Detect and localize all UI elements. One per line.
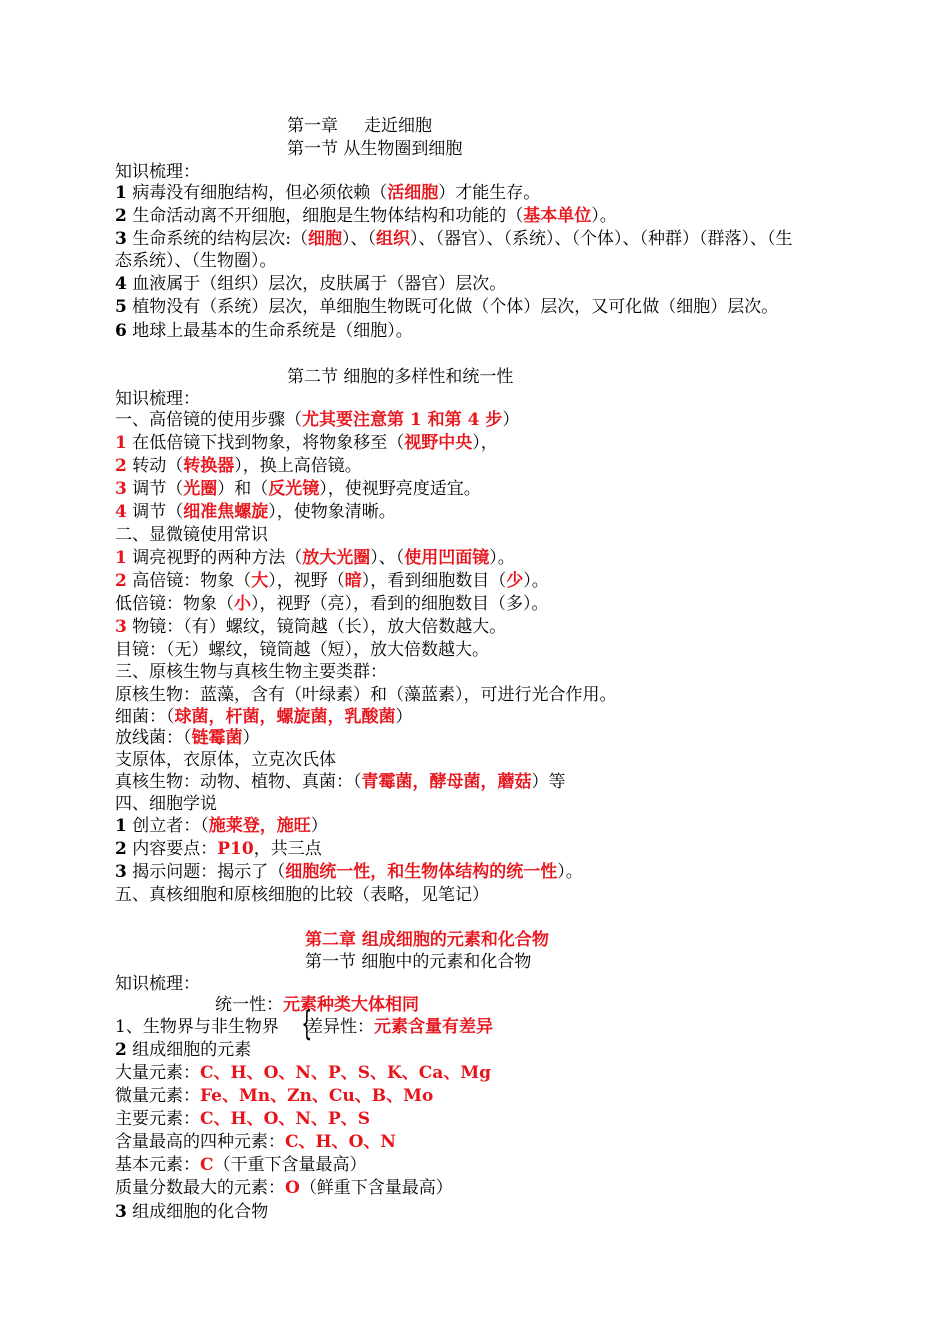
ch1-line-6: 6 地球上最基本的生命系统是（细胞）。 <box>115 321 413 341</box>
heading-4: 四、细胞学说 <box>115 794 217 814</box>
ch1-line-2: 2 生命活动离不开细胞，细胞是生物体结构和功能的（基本单位）。 <box>115 206 617 226</box>
compounds-heading: 3 组成细胞的化合物 <box>115 1202 269 1222</box>
euk-1: 真核生物：动物、植物、真菌：（青霉菌，酵母菌，蘑菇）等 <box>115 772 566 792</box>
micro-4: 3 物镜：（有）螺纹，镜筒越（长），放大倍数越大。 <box>115 617 507 637</box>
main-elements: 主要元素：C、H、O、N、P、S <box>115 1109 370 1129</box>
prok-3: 放线菌：（链霉菌） <box>115 728 260 748</box>
ch1-line-3b: 态系统）、（生物圈）。 <box>115 251 277 271</box>
step-3: 3 调节（光圈）和（反光镜），使视野亮度适宜。 <box>115 479 481 499</box>
heading-2: 二、显微镜使用常识 <box>115 525 268 545</box>
brace-icon: { <box>301 1004 313 1044</box>
ch1-line-1: 1 病毒没有细胞结构，但必须依赖（活细胞）才能生存。 <box>115 183 541 203</box>
knowledge-label: 知识梳理： <box>115 974 200 994</box>
ch1-line-4: 4 血液属于（组织）层次，皮肤属于（器官）层次。 <box>115 274 507 294</box>
step-4: 4 调节（细准焦螺旋），使物象清晰。 <box>115 502 396 522</box>
theory-2: 2 内容要点：P10，共三点 <box>115 839 322 859</box>
top-four-elements: 含量最高的四种元素：C、H、O、N <box>115 1132 396 1152</box>
macro-elements: 大量元素：C、H、O、N、P、S、K、Ca、Mg <box>115 1063 492 1083</box>
section1-title: 第一节 从生物圈到细胞 <box>287 139 463 159</box>
step-2: 2 转动（转换器），换上高倍镜。 <box>115 456 362 476</box>
heading-1: 一、高倍镜的使用步骤（尤其要注意第 1 和第 4 步） <box>115 410 520 430</box>
micro-1: 1 调亮视野的两种方法（放大光圈）、（使用凹面镜）。 <box>115 548 515 568</box>
micro-5: 目镜：（无）螺纹，镜筒越（短），放大倍数越大。 <box>115 640 489 660</box>
prok-4: 支原体，衣原体，立克次氏体 <box>115 750 336 770</box>
heading-5: 五、真核细胞和原核细胞的比较（表略，见笔记） <box>115 885 489 905</box>
theory-3: 3 揭示问题：揭示了（细胞统一性，和生物体结构的统一性）。 <box>115 862 583 882</box>
ch1-line-3: 3 生命系统的结构层次:（细胞）、（组织）、（器官）、（系统）、（个体）、（种群）（群落）、（生 <box>115 229 793 249</box>
unity-line: 统一性：元素种类大体相同 <box>215 995 419 1015</box>
difference-line: 差异性：元素含量有差异 <box>306 1017 493 1037</box>
step-1: 1 在低倍镜下找到物象，将物象移至（视野中央）， <box>115 433 498 453</box>
prok-1: 原核生物：蓝藻，含有（叶绿素）和（藻蓝素），可进行光合作用。 <box>115 685 617 705</box>
theory-1: 1 创立者：（施莱登，施旺） <box>115 816 328 836</box>
max-mass-element: 质量分数最大的元素：O（鲜重下含量最高） <box>115 1178 453 1198</box>
knowledge-label: 知识梳理： <box>115 389 200 409</box>
micro-3: 低倍镜：物象（小），视野（亮），看到的细胞数目（多）。 <box>115 594 549 614</box>
heading-3: 三、原核生物与真核生物主要类群： <box>115 662 387 682</box>
ch1-line-5: 5 植物没有（系统）层次，单细胞生物既可化做（个体）层次，又可化做（细胞）层次。 <box>115 297 779 317</box>
trace-elements: 微量元素：Fe、Mn、Zn、Cu、B、Mo <box>115 1086 434 1106</box>
knowledge-label: 知识梳理： <box>115 162 200 182</box>
elements-heading: 2 组成细胞的元素 <box>115 1040 252 1060</box>
micro-2: 2 高倍镜：物象（大），视野（暗），看到细胞数目（少）。 <box>115 571 549 591</box>
ch2-section1-title: 第一节 细胞中的元素和化合物 <box>305 952 532 972</box>
difference-line-left: 1、生物界与非生物界 <box>115 1017 279 1037</box>
prok-2: 细菌：（球菌，杆菌，螺旋菌，乳酸菌） <box>115 707 413 727</box>
basic-element: 基本元素：C（干重下含量最高） <box>115 1155 367 1175</box>
section2-title: 第二节 细胞的多样性和统一性 <box>287 367 514 387</box>
chapter2-title: 第二章 组成细胞的元素和化合物 <box>305 930 549 950</box>
chapter1-title: 第一章 走近细胞 <box>287 116 432 136</box>
